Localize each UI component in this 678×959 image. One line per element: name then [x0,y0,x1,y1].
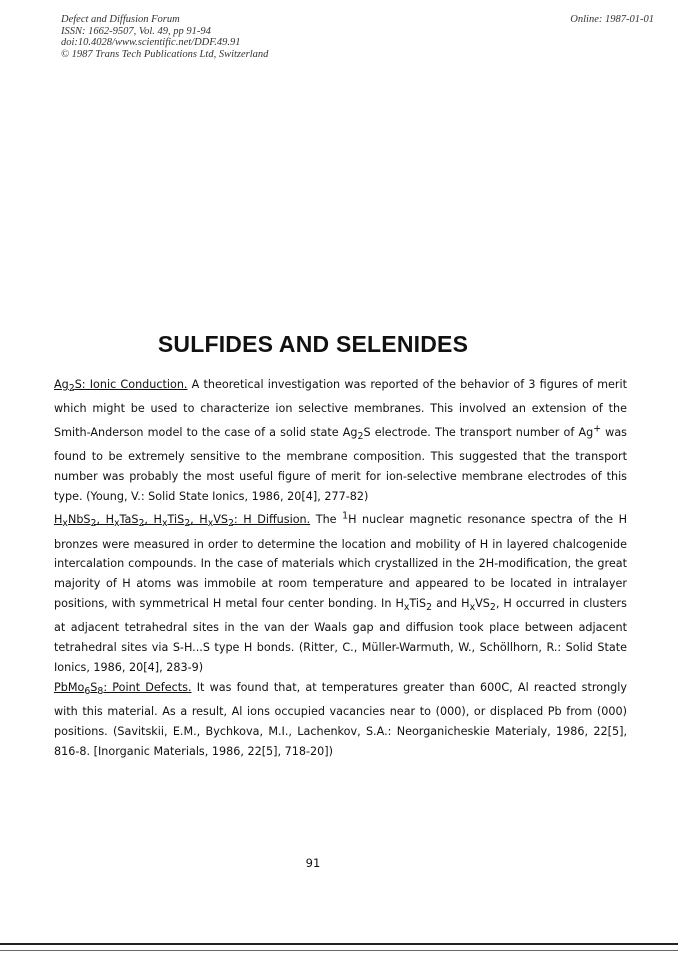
copyright-line: © 1987 Trans Tech Publications Ltd, Switzerland [61,48,269,60]
entry-heading: $PbMo_6S_8$: Point Defects. [54,681,192,698]
entry-text: It was found that, at temperatures greater than 600C, Al reacted strongly with this material. As a result, Al ions occupied vacancies near to (000), or displaced Pb from (000) positions. (Savitskii, E.M., Bychkova, M.I., Lachenkov, S.A.: Neorganicheskie Materialy, 1986, 22[5], 816-8. [Inorganic Materials, 1986, 22[5], 718-20]) [54,681,628,759]
entry-heading: $H_xNbS_2$, $H_xTaS_2$, $H_xTiS_2$, $H_xVS_2$: H Diffusion. [54,513,311,530]
entry-text: A theoretical investigation was reported of the behavior of 3 figures of merit which might be used to characterize ion selective membranes. This involved an extension of the Smith-Anderson model to the case of a solid state $Ag_2S$ electrode. The transport number of Ag+ was found to be extremely sensitive to the membrane composition. This suggested that the transport number was probably the most useful figure of merit for ion-selective membrane electrodes of this type. (Young, V.: Solid State Ionics, 1986, 20[4], 277-82) [54,378,628,503]
section-title: SULFIDES AND SELENIDES [157,331,469,357]
abstract-entry [54,678,627,762]
page-number: 91 [305,856,321,870]
issn-line: ISSN: 1662-9507, Vol. 49, pp 91-94 [61,25,211,37]
entry-text: The $^1$H nuclear magnetic resonance spectra of the H bronzes were measured in order to determine the location and mobility of H in layered chalcogenide intercalation compounds. In the case of materials which crystallized in the 2H-modification, the great majority of H atoms was immobile at room temperature and appeared to be located in intralayer positions, with symmetrical H metal four center bonding. In $H_xTiS_2$ and $H_xVS_2$, H occurred in clusters at adjacent tetrahedral sites in the van der Waals gap and diffusion took place between adjacent tetrahedral sites via S-H...S type H bonds. (Ritter, C., Müller-Warmuth, W., Schöllhorn, R.: Solid State Ionics, 1986, 20[4], 283-9) [54,510,628,675]
abstract-entry [54,375,627,507]
journal-name: Defect and Diffusion Forum [61,14,180,25]
footer-rule-thin [0,950,678,951]
entry-heading: $Ag_2S$: Ionic Conduction. [54,378,188,395]
abstract-entry [54,507,627,678]
abstract-list [54,375,627,762]
journal-header [61,14,268,60]
doi-line: doi:10.4028/www.scientific.net/DDF.49.91 [61,37,241,48]
online-date: Online: 1987-01-01 [570,14,654,25]
footer-rule [0,943,678,945]
